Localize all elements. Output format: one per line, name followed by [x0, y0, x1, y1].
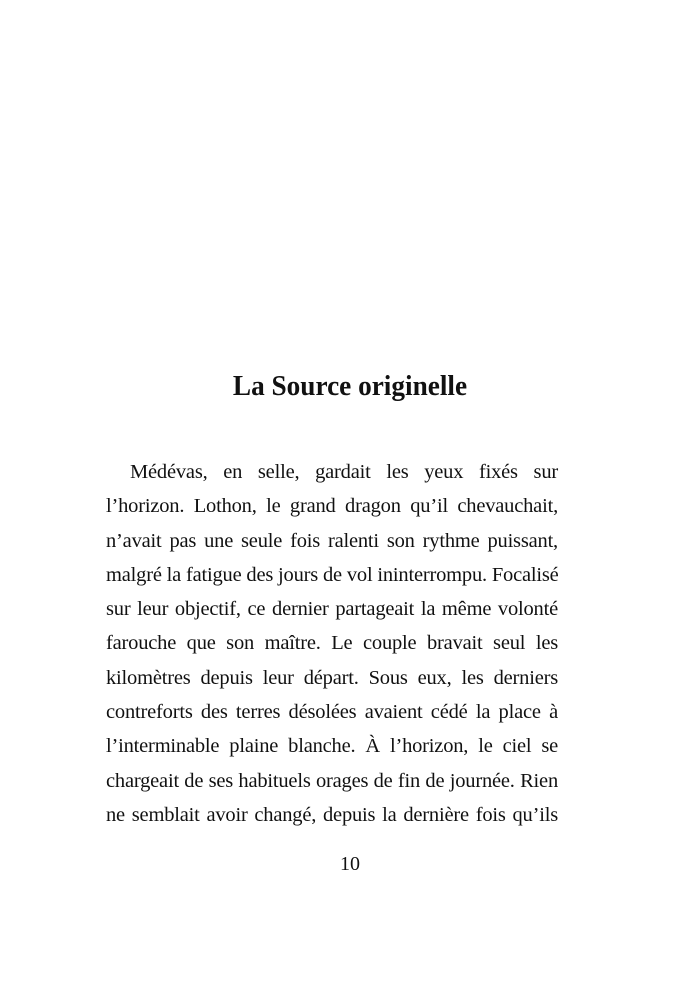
page-number: 10 [340, 853, 360, 875]
text-line: Médévas, en selle, gardait les yeux fixés sur [130, 461, 558, 483]
text-line: farouche que son maître. Le couple bravait seul les [106, 632, 558, 655]
text-line: ne semblait avoir changé, depuis la dernière fois qu’ils [106, 803, 558, 826]
chapter-body-text [106, 455, 558, 832]
text-line: l’interminable plaine blanche. À l’horizon, le ciel se [106, 735, 558, 758]
text-line: contreforts des terres désolées avaient cédé la place à [106, 701, 558, 724]
chapter-title: La Source originelle [232, 370, 468, 402]
text-line: sur leur objectif, ce dernier partageait la même volonté [106, 598, 558, 621]
text-line: chargeait de ses habituels orages de fin de journée. Rien [106, 769, 558, 792]
text-line: kilomètres depuis leur départ. Sous eux, les derniers [106, 666, 558, 689]
text-line: n’avait pas une seule fois ralenti son rythme puissant, [106, 529, 558, 552]
text-line: malgré la fatigue des jours de vol ininterrompu. Focalisé [106, 563, 559, 586]
text-line: l’horizon. Lothon, le grand dragon qu’il chevauchait, [106, 495, 558, 518]
